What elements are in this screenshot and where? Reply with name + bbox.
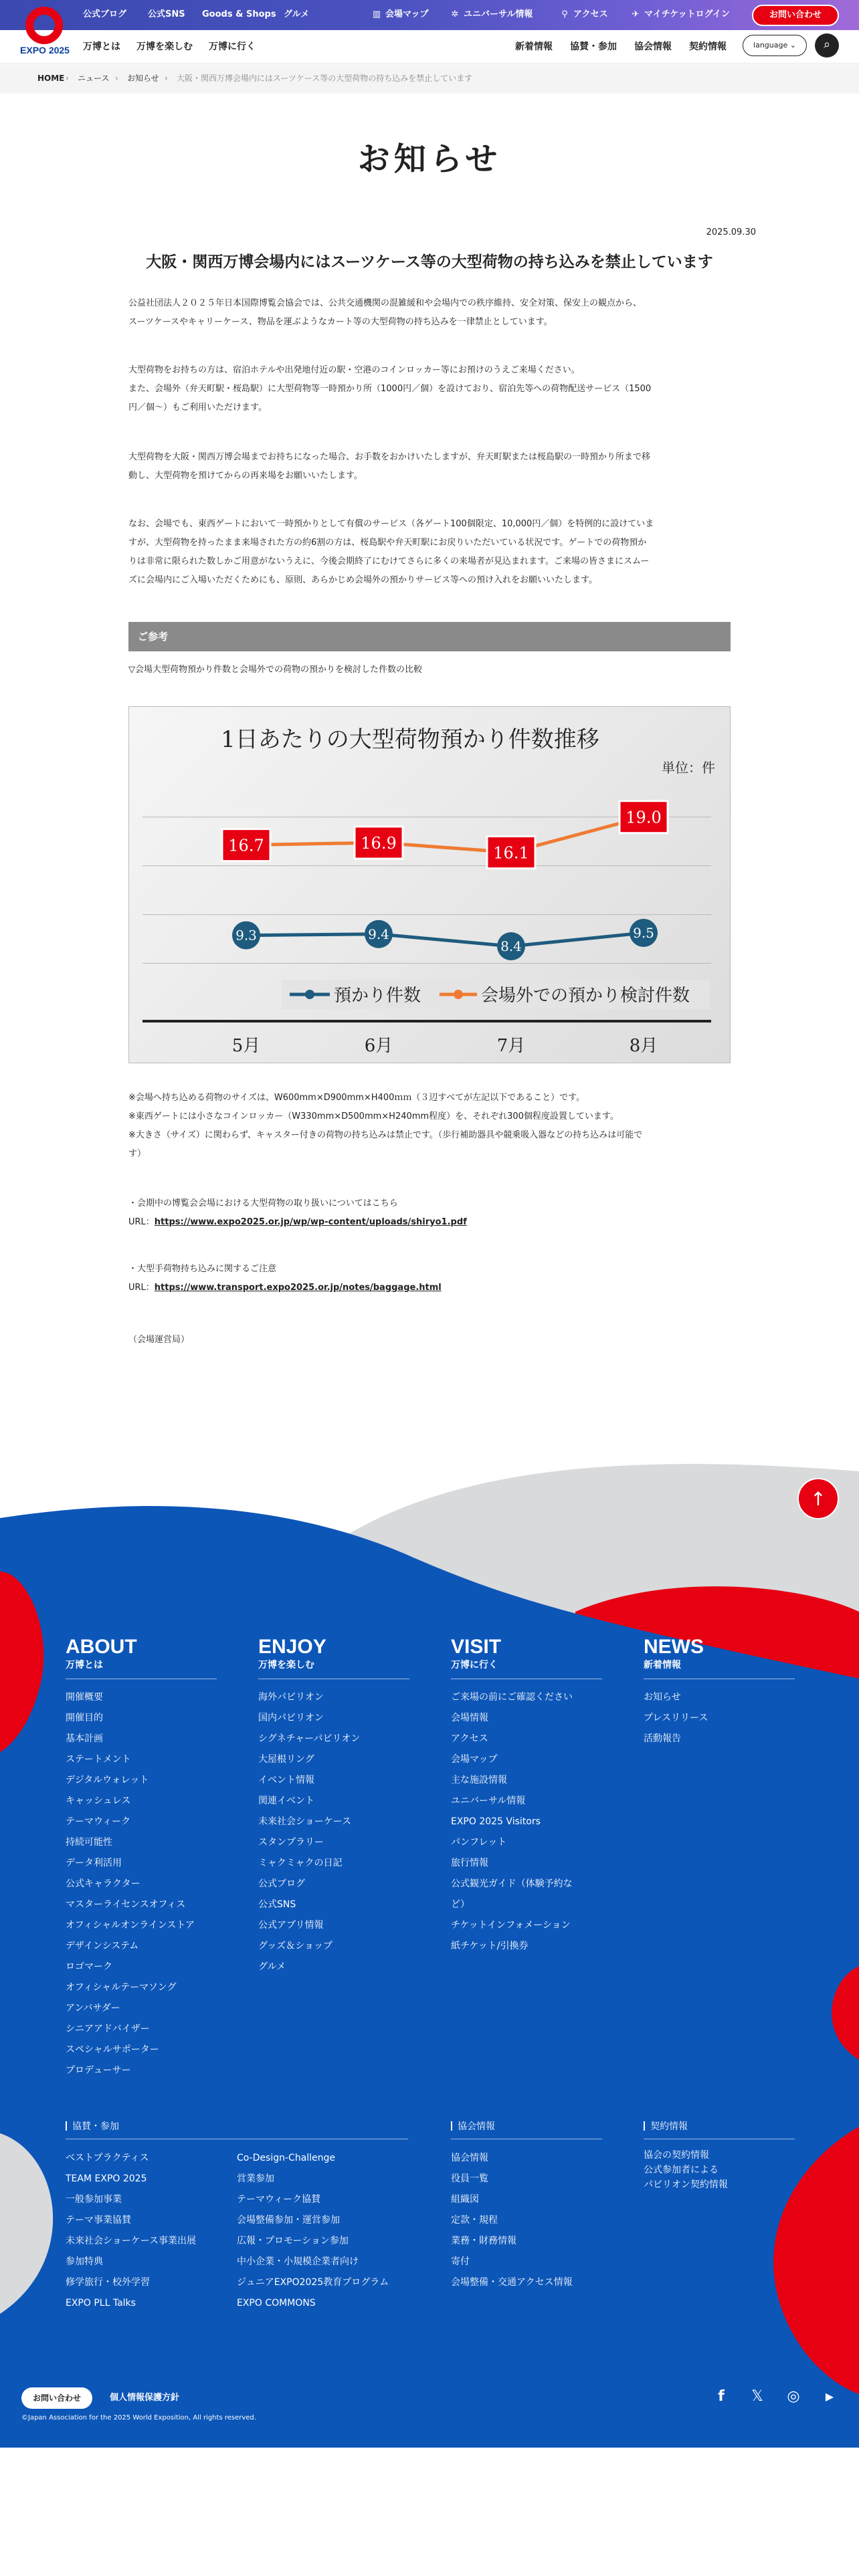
footer-link[interactable]: お知らせ [644,1692,681,1703]
footer-link[interactable]: ジュニアEXPO2025教育プログラム [237,2277,389,2288]
footer-link[interactable]: ユニバーサル情報 [451,1796,526,1806]
footer-link[interactable]: 国内パビリオン [258,1713,324,1723]
top-link-universal[interactable] [450,9,533,21]
x-tick-label: 8月 [629,1036,658,1056]
footer-link[interactable]: グルメ [258,1961,286,1972]
footer-link[interactable]: 主な施設情報 [451,1775,507,1786]
note-line: す） [128,1149,147,1159]
expo-logo[interactable] [19,4,71,68]
article-paragraph [128,361,731,417]
footer-link[interactable]: 業務・財務情報 [451,2236,516,2246]
link-block-1 [128,1194,731,1232]
map-icon: ▥ [372,9,381,19]
footer-news-heading[interactable]: NEWS [644,1636,704,1658]
contact-button[interactable]: お問い合わせ [752,5,839,26]
chart-svg [129,707,731,1064]
footer-link[interactable]: TEAM EXPO 2025 [66,2173,147,2184]
top-link-universal-label: ユニバーサル情報 [464,9,533,19]
search-icon[interactable]: ⌕ [815,33,839,58]
location-pin-icon: ⚲ [561,9,568,19]
article-title: 大阪・関西万博会場内にはスーツケース等の大型荷物の持ち込みを禁止しています [146,253,713,271]
footer-link[interactable]: パビリオン契約情報 [644,2179,728,2190]
footer-news-links [644,1687,795,1749]
youtube-icon[interactable]: ▶ [825,2390,834,2403]
footer-link[interactable]: テーマウィーク [66,1816,131,1827]
paragraph-line: すが、大型荷物を持ったまま来場された方の約6割の方は、桜島駅や弁天町駅にお戻りいただいている状況です。ゲートでの荷物預か [128,538,647,548]
footer-link[interactable]: データ利活用 [66,1858,122,1868]
footer-about-heading[interactable]: ABOUT [66,1636,137,1658]
paragraph-line: 大型荷物を大阪・関西万博会場までお持ちになった場合、お手数をおかけいたしますが、弁天町駅または桜島駅の一時預かり所まで移 [128,452,651,462]
privacy-policy-link[interactable]: 個人情報保護方針 [110,2393,180,2403]
footer-link[interactable]: 持続可能性 [66,1837,112,1848]
legend-label: 預かり件数 [334,986,421,1006]
url-prefix: URL： [128,1217,155,1227]
footer-link[interactable]: 海外パビリオン [258,1692,324,1703]
footer-link[interactable]: 関連イベント [258,1796,314,1806]
footer-link[interactable]: オフィシャルオンラインストア [66,1920,195,1931]
footer-link[interactable]: 公式SNS [258,1899,296,1910]
footer-enjoy-links [258,1687,409,1977]
top-link-map[interactable] [371,9,428,21]
chevron-down-icon: ⌄ [789,41,796,49]
footer-contact-button[interactable]: お問い合わせ [21,2387,92,2409]
breadcrumb-news[interactable]: ニュース [78,74,110,83]
footer-sponsor-links-2 [237,2148,408,2314]
link-block-2 [128,1260,731,1297]
link-title: ・大型手荷物持ち込みに関するご注意 [128,1264,277,1274]
nav-contract[interactable]: 契約情報 [689,41,727,52]
footer-link[interactable]: 一般参加事業 [66,2194,122,2205]
data-label: 9.5 [633,924,654,941]
footer-link[interactable]: 開催目的 [66,1713,103,1723]
breadcrumb-notice[interactable]: お知らせ [127,74,159,83]
footer-link[interactable]: 公式観光ガイド（体験予約な [451,1879,573,1889]
legend-label: 会場外での預かり検討件数 [481,986,690,1006]
article-paragraph [128,294,731,332]
footer-link[interactable]: 大屋根リング [258,1754,314,1765]
footer-link[interactable]: 公式参加者による [644,2165,719,2175]
top-link-gourmet[interactable]: グルメ [284,9,310,19]
top-link-ticket-login-label: マイチケットログイン [644,9,730,19]
footer-link[interactable]: スペシャルサポーター [66,2044,159,2055]
footer-link[interactable]: キャッシュレス [66,1796,131,1806]
footer-link[interactable]: 会場情報 [451,1713,488,1723]
article-date: 2025.09.30 [706,227,756,237]
footer-link[interactable]: Co-Design-Challenge [237,2153,336,2163]
footer-visit-links [451,1687,602,1957]
paragraph-line: 大型荷物をお持ちの方は、宿泊ホテルや出発地付近の駅・空港のコインロッカー等にお預けのうえご来場ください。 [128,365,580,375]
footer-visit-heading[interactable]: VISIT [451,1636,502,1658]
footer-link[interactable]: ステートメント [66,1754,131,1765]
back-to-top-icon[interactable]: ↑ [797,1478,839,1519]
x-tick-label: 7月 [496,1036,526,1056]
top-link-ticket-login[interactable] [630,9,730,21]
note-line: ※大きさ（サイズ）に関わらず、キャスター付きの荷物の持ち込みは禁止です。（歩行補助器具や競乗吸入器などの持ち込みは可能で [128,1130,643,1140]
baggage-notes-link[interactable]: https://www.transport.expo2025.or.jp/notes/baggage.html [154,1283,442,1293]
footer-link[interactable]: 活動報告 [644,1733,681,1744]
copyright: ©Japan Association for the 2025 World Exposition, All rights reserved. [21,2414,256,2422]
chart-x-axis [142,1021,711,1056]
top-link-map-label: 会場マップ [385,9,429,19]
nav-visit[interactable]: 万博に行く [209,41,256,52]
footer-link[interactable]: EXPO COMMONS [237,2298,316,2309]
breadcrumb [0,64,859,94]
footer-enjoy-sub[interactable]: 万博を楽しむ [258,1658,409,1679]
ticket-icon: ✈ [632,9,640,19]
footer-link[interactable]: ご来場の前にご確認ください [451,1692,573,1703]
footer-link[interactable]: 役員一覧 [451,2173,488,2184]
footer-link[interactable]: シニアアドバイザー [66,2024,150,2034]
footer-link[interactable]: 未来社会ショーケース事業出展 [66,2236,197,2246]
notes [128,1089,731,1164]
footer-link[interactable]: シグネチャーパビリオン [258,1733,361,1744]
footer-link[interactable]: 定款・規程 [451,2215,498,2226]
chevron-right-icon: › [115,74,118,83]
logo-text: EXPO 2025 [20,45,70,56]
chart-series [222,801,668,960]
footer-link[interactable]: チケットインフォメーション [451,1920,571,1931]
footer-link[interactable]: ど） [451,1899,470,1910]
series-line [246,933,644,946]
link-title: ・会期中の博覧会会場における大型荷物の取り扱いについてはこちら [128,1198,398,1208]
top-link-sns[interactable]: 公式SNS [148,9,185,19]
legend-swatch [305,990,314,999]
footer-link[interactable]: 紙チケット/引換券 [451,1941,529,1951]
note-line: ※東西ゲートには小さなコインロッカー（W330mm×D500mm×H240mm程度）を、それぞれ300個程度設置しています。 [128,1111,619,1121]
x-tick-label: 5月 [231,1036,261,1056]
top-link-access[interactable] [559,9,608,21]
nav-news[interactable]: 新着情報 [515,41,553,52]
article-paragraph [128,448,731,486]
footer-link[interactable]: 修学旅行・校外学習 [66,2277,150,2288]
footer-link[interactable]: テーマ事業協賛 [66,2215,131,2226]
shiryo-pdf-link[interactable]: https://www.expo2025.or.jp/wp/wp-content/uploads/shiryo1.pdf [154,1217,467,1227]
data-label: 8.4 [500,938,522,954]
footer-association-heading[interactable]: 協会情報 [451,2120,602,2139]
footer-about [66,1636,217,2081]
footer-link[interactable]: 公式アプリ情報 [258,1920,324,1931]
footer-link[interactable]: アクセス [451,1733,488,1744]
breadcrumb-current: 大阪・関西万博会場内にはスーツケース等の大型荷物の持ち込みを禁止しています [177,74,473,83]
footer-link[interactable]: 参加特典 [66,2256,103,2267]
top-link-blog[interactable]: 公式ブログ [83,9,127,19]
footer-news [644,1636,795,1749]
chart-legend [282,980,710,1009]
nav-about[interactable]: 万博とは [83,41,120,52]
x-icon[interactable]: 𝕏 [751,2388,763,2405]
paragraph-line: 動し、大型荷物を預けてからの再来場をお願いいたします。 [128,471,363,481]
footer-link[interactable]: 公式ブログ [258,1879,305,1889]
chart-title: 1日あたりの大型荷物預かり件数推移 [221,726,599,753]
reference-heading: ご参考 [128,622,731,651]
page-title: お知らせ [357,140,502,178]
footer-link[interactable]: 会場整備参加・運営参加 [237,2215,340,2226]
footer-link[interactable]: 寄付 [451,2256,470,2267]
paragraph-line: また、会場外（弁天町駅・桜島駅）に大型荷物等一時預かり所（1000円／個）を設けており、宿泊先等への荷物配送サービス（1500 [128,384,652,394]
language-label: language [753,41,788,49]
footer-link[interactable]: 未来社会ショーケース [258,1816,352,1827]
footer-link[interactable]: 広報・プロモーション参加 [237,2236,349,2246]
top-link-goods[interactable]: Goods & Shops [202,9,276,19]
reference-caption: ▽会場大型荷物預かり件数と会場外での荷物の預かりを検討した件数の比較 [128,665,422,675]
footer-link[interactable]: プロデューサー [66,2065,131,2076]
accessibility-icon: ✲ [451,9,459,19]
note-line: ※会場へ持ち込める荷物のサイズは、W600mm×D900mm×H400ｍｍ（３辺すべてが左記以下であること）です。 [128,1093,585,1103]
footer-link[interactable]: イベント情報 [258,1775,314,1786]
footer-link[interactable]: 会場整備・交通アクセス情報 [451,2277,573,2288]
footer-link[interactable]: 協会の契約情報 [644,2150,709,2161]
footer-link[interactable]: マスターライセンスオフィス [66,1899,186,1910]
footer-visit-sub[interactable]: 万博に行く [451,1658,602,1679]
footer-link[interactable]: ミャクミャクの日記 [258,1858,343,1868]
footer-link[interactable]: 中小企業・小規模企業者向け [237,2256,359,2267]
footer-link[interactable]: 公式キャラクター [66,1879,140,1889]
top-bar [0,0,859,30]
article-signature: （会場運営局） [128,1335,190,1345]
footer-sponsor-heading[interactable]: 協賛・参加 [66,2120,408,2139]
footer-about-sub[interactable]: 万博とは [66,1658,217,1679]
nav-association[interactable]: 協会情報 [634,41,672,52]
url-prefix: URL： [128,1283,155,1293]
language-select[interactable] [743,35,807,56]
footer-link[interactable]: EXPO PLL Talks [66,2298,136,2309]
footer-link[interactable]: 会場マップ [451,1754,498,1765]
data-label: 16.1 [493,843,529,863]
data-label: 9.4 [368,926,389,942]
nav-enjoy[interactable]: 万博を楽しむ [136,41,193,52]
data-label: 16.9 [361,834,397,853]
data-label: 16.7 [228,836,264,855]
baggage-chart [128,706,731,1063]
footer-link[interactable]: プレスリリース [644,1713,708,1723]
footer-link[interactable]: デザインシステム [66,1941,139,1951]
paragraph-line: 公益社団法人２０２５年日本国際博覧会協会では、公共交通機関の混雑緩和や会場内での秩序維持、安全対策、保安上の観点から、 [128,298,642,308]
footer-link[interactable]: 基本計画 [66,1733,103,1744]
paragraph-line: ズに会場内にご入場いただくためにも、原則、あらかじめ会場外の預かりサービス等への預け入れをお願いいたします。 [128,575,597,585]
instagram-icon[interactable]: ◎ [787,2388,800,2405]
footer-link[interactable]: EXPO 2025 Visitors [451,1816,541,1827]
chevron-right-icon: › [165,74,168,83]
footer-sponsor-links-1 [66,2148,226,2314]
footer-link[interactable]: 旅行情報 [451,1858,488,1868]
footer-link[interactable]: 開催概要 [66,1692,103,1703]
footer-link[interactable]: オフィシャルテーマソング [66,1982,177,1993]
footer-link[interactable]: 営業参加 [237,2173,274,2184]
footer-enjoy-heading[interactable]: ENJOY [258,1636,326,1658]
footer-contract-heading[interactable]: 契約情報 [644,2120,795,2139]
footer-news-sub[interactable]: 新着情報 [644,1658,795,1679]
footer-link[interactable]: スタンプラリー [258,1837,324,1848]
article-paragraph [128,515,731,590]
footer-link[interactable]: デジタルウォレット [66,1775,149,1786]
paragraph-line: 円／個～）もご利用いただけます。 [128,403,267,413]
footer-link[interactable]: ロゴマーク [66,1961,112,1972]
footer-enjoy [258,1636,409,1977]
footer-link[interactable]: アンバサダー [66,2003,120,2014]
paragraph-line: りは非常に限られた数しかご用意がないうえに、今後会期終了にむけてさらに多くの来場者が見込まれます。ご来場の皆さまにスムー [128,556,650,566]
x-tick-label: 6月 [364,1036,393,1056]
breadcrumb-home[interactable]: HOME [37,74,65,83]
footer-link[interactable]: ベストプラクティス [66,2153,149,2163]
footer-link[interactable]: パンフレット [451,1837,507,1848]
data-label: 9.3 [235,927,257,944]
footer-visit [451,1636,602,1957]
legend-swatch [454,990,463,999]
chevron-right-icon: › [66,74,69,83]
series-line [246,817,644,853]
footer-link[interactable]: グッズ＆ショップ [258,1941,333,1951]
chart-unit-label: 単位：件 [662,760,715,776]
footer-link[interactable]: テーマウィーク協賛 [237,2194,321,2205]
data-label: 19.0 [626,808,662,827]
main-nav [0,30,859,64]
nav-sponsor[interactable]: 協賛・参加 [570,41,617,52]
footer-link[interactable]: 組織図 [451,2194,479,2205]
paragraph-line: スーツケースやキャリーケース、物品を運ぶようなカート等の大型荷物の持ち込みを一律禁止としています。 [128,317,553,327]
paragraph-line: なお、会場でも、東西ゲートにおいて一時預かりとして有償のサービス（各ゲート100個限定、10,000円／個）を特例的に設けていま [128,519,654,529]
footer-about-links [66,1687,217,2081]
top-link-access-label: アクセス [573,9,608,19]
footer-association-links [451,2148,602,2293]
logo-mark-icon [25,7,63,44]
footer-contract-links [644,2148,795,2192]
footer-link[interactable]: 協会情報 [451,2153,488,2163]
facebook-icon[interactable]: f [718,2388,725,2405]
